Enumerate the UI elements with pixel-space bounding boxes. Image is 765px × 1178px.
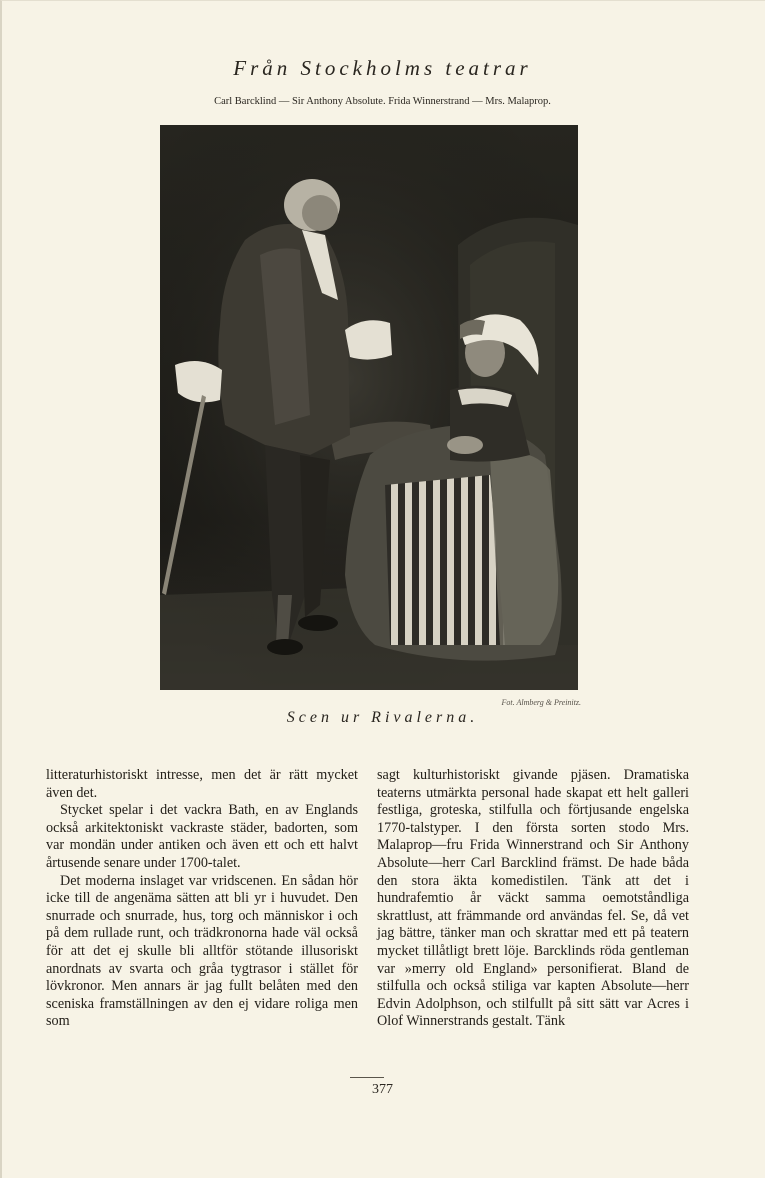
right-column bbox=[377, 767, 689, 1031]
photo-cast-caption: Carl Barcklind — Sir Anthony Absolute. Frida Winnerstrand — Mrs. Malaprop. bbox=[214, 96, 551, 107]
page-number: 377 bbox=[372, 1082, 393, 1097]
left-column bbox=[46, 767, 358, 1031]
stage-photograph-illustration bbox=[160, 125, 578, 690]
page-number-rule bbox=[350, 1077, 384, 1078]
paragraph: Det moderna inslaget var vridscenen. En sådan hör icke till de angenäma sätten att bli yr i huvudet. Den snurrade och snurrade, hus, torg och människor i och på dem rullade runt, och trädkronorna hade väl också för att det ej skulle bli alltför stötande illusoriskt anordnats av svarta och gråa tygtrasor i stället för lövkronor. Men annars är jag fullt belåten med den sceniska framställningen av den ej vidare roliga men som bbox=[46, 872, 358, 1030]
page-title: Från Stockholms teatrar bbox=[233, 56, 532, 80]
scene-title: Scen ur Rivalerna. bbox=[286, 709, 479, 726]
paragraph: Stycket spelar i det vackra Bath, en av Englands också arkitektoniskt vackraste städer, badorten, som var mondän under antiken och även ett och ett halvt årtusende senare under 1700-talet. bbox=[46, 802, 358, 871]
paragraph: litteraturhistoriskt intresse, men det är rätt mycket även det. bbox=[46, 767, 358, 801]
photo-credit: Fot. Almberg & Preinitz. bbox=[501, 698, 581, 707]
paragraph: sagt kulturhistoriskt givande pjäsen. Dramatiska teaterns utmärkta personal hade skapat ett helt galleri festliga, groteska, stilfulla och förtjusande engelska 1770-talstyper. I den första sorten stodo Mrs. Malaprop—fru Frida Winnerstrand och Sir Anthony Absolute—herr Carl Barcklind främst. De hade båda den stora äkta komedistilen. Tänk att det i hundrafemtio år väckt samma oemotståndliga skrattlust, att främmande ord användas fel. Se, då vet jag bättre, tänker man och skrattar med ett på teatern mycket tillåtligt brett löje. Barcklinds röda gentleman var »merry old England» personifierat. Bland de stilfulla och också stiliga var kapten Absolute—herr Edvin Adolphson, och stilfullt på sitt sätt var Acres i Olof Winnerstrands gestalt. Tänk bbox=[377, 767, 689, 1030]
stage-photograph bbox=[160, 125, 578, 690]
